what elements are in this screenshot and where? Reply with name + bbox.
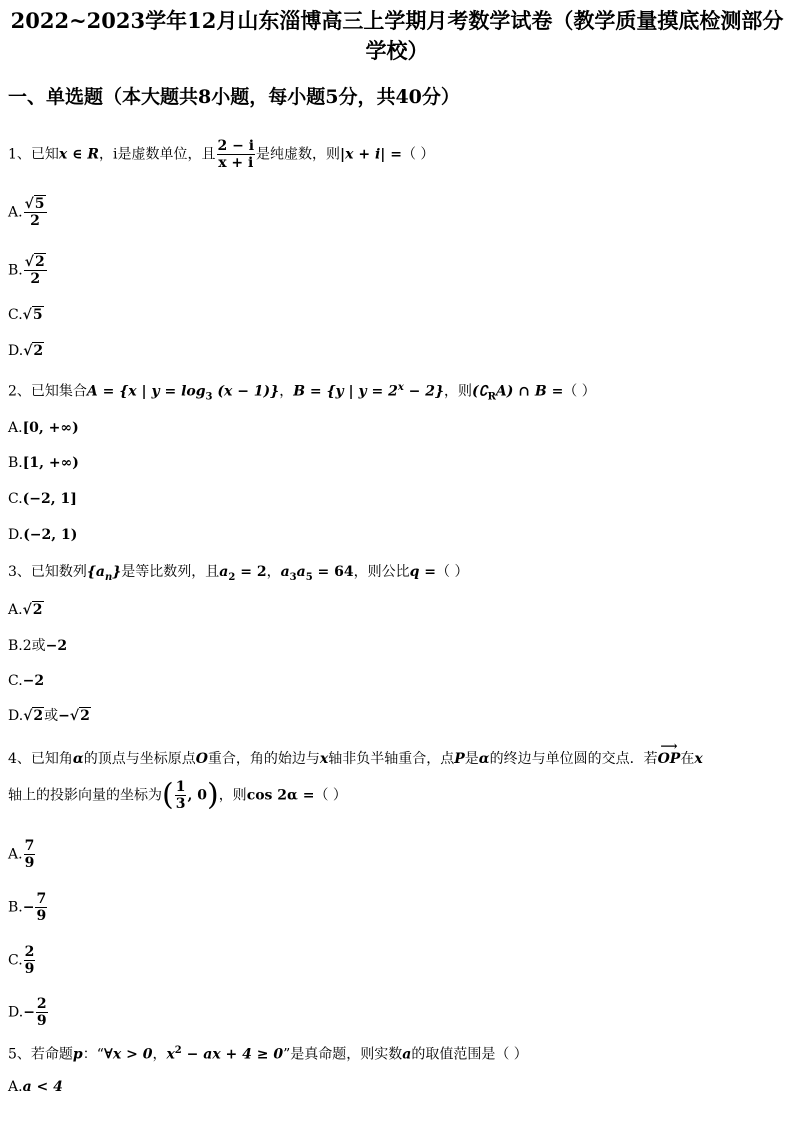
question-1-option-d: D.√2 [8,343,44,359]
question-4-option-d: D.− $\frac{2}{9}$ [8,996,47,1029]
page-title: 2022~2023学年12月山东淄博高三上学期月考数学试卷（教学质量摸底检测部分学校） [10,8,784,63]
question-4-option-a: A. $\frac{7}{9}$ [8,838,35,871]
question-1-option-c: C.√5 [8,307,43,323]
question-3-option-d: D.√2或−√2 [8,708,90,724]
question-1-stem: 1、已知x ∈ R，i是虚数单位，且 $\frac{2 - i}{x + i}$ 是纯虚数，则|x + i| =（ ） [8,138,435,171]
fraction: $\frac{√2}{2}$ [24,254,45,287]
question-3-option-c: C.−2 [8,673,45,689]
question-4-option-c: C. $\frac{2}{9}$ [8,944,35,977]
question-2-option-d: D.(−2, 1) [8,527,78,543]
fraction: $\frac{1}{3}$ [175,779,186,812]
question-4-option-b: B.− $\frac{7}{9}$ [8,891,47,924]
question-2-stem: 2、已知集合A = {x | $y = \log_3 (x - 1)$}，B = {y | $y = 2^x - 2$}，则$(∁_RA)$ ∩ B =（ ） [8,382,596,403]
question-2-option-a: A.[0, +∞) [8,420,79,436]
question-2-option-b: B.[1, +∞) [8,455,79,471]
question-2-option-c: C.(−2, 1] [8,491,77,507]
question-1-option-b: B. $\frac{√2}{2}$ [8,254,45,287]
fraction: $\frac{√5}{2}$ [24,196,45,229]
section-heading: 一、单选题（本大题共8小题，每小题5分，共40分） [8,86,460,108]
fraction: $\frac{7}{9}$ [36,891,47,924]
question-3-option-a: A.√2 [8,602,43,618]
question-4-stem-line-1: 4、已知角α的顶点与坐标原点O重合，角的始边与x轴非负半轴重合，点P是α的终边与单位圆的交点．若 ⟶ OP在x [8,739,703,767]
question-3-stem: 3、已知数列$\{a_n\}$是等比数列，且$a_2 = 2$，$a_3a_5 = 64$，则公比q =（ ） [8,564,469,583]
vector-op: ⟶ OP [657,739,681,767]
question-1-option-a: A. $\frac{√5}{2}$ [8,196,45,229]
question-5-option-a: A.a < 4 [8,1079,63,1095]
vector-arrow-icon: ⟶ [660,739,678,753]
fraction: $\frac{2}{9}$ [36,996,47,1029]
fraction: $\frac{2}{9}$ [24,944,35,977]
fraction: $\frac{2 - i}{x + i}$ [217,138,255,171]
question-4-stem-line-2: 轴上的投影向量的坐标为( $\frac{1}{3}$ , 0)，则cos 2α =（ ） [8,777,347,813]
question-3-option-b: B.2或−2 [8,638,68,654]
fraction: $\frac{7}{9}$ [24,838,35,871]
question-5-stem: 5、若命题p：“∀x > 0，$x^2$ − ax + 4 ≥ 0”是真命题，则实数a的取值范围是（ ） [8,1045,528,1063]
